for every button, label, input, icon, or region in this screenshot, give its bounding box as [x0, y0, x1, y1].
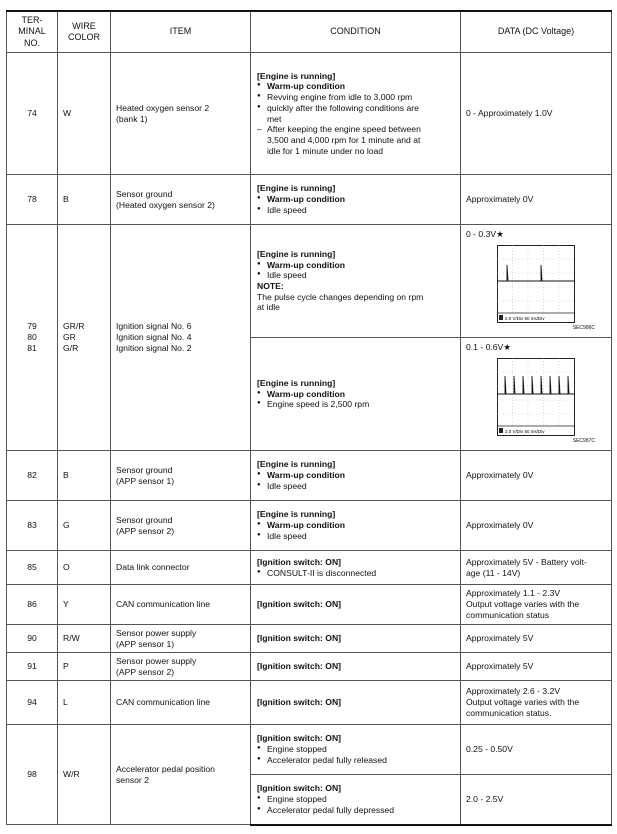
- condition-text: [Ignition switch: ON] ● Engine stopped ● Accelerator pedal fully depressed: [251, 775, 461, 825]
- data-value: Approximately 0V: [461, 501, 612, 551]
- table-row: [7, 585, 612, 625]
- header-data: DATA (DC Voltage): [461, 11, 612, 53]
- table-row: [7, 451, 612, 501]
- table-row: [7, 653, 612, 681]
- item-text: Sensor ground (Heated oxygen sensor 2): [111, 175, 251, 225]
- data-value: 0 - Approximately 1.0V: [461, 53, 612, 175]
- header-wire-color: WIRE COLOR: [58, 11, 111, 53]
- condition-text: [Engine is running] ● Warm-up condition ● Idle speed: [251, 451, 461, 501]
- terminal-no: 91: [7, 653, 58, 681]
- terminal-no: 79 80 81: [7, 225, 58, 451]
- table-row: [7, 175, 612, 225]
- table-row: [7, 501, 612, 551]
- condition-text: [Ignition switch: ON] ● Engine stopped ● Accelerator pedal fully released: [251, 725, 461, 775]
- wire-color: W: [58, 53, 111, 175]
- header-item: ITEM: [111, 11, 251, 53]
- wire-color: B: [58, 451, 111, 501]
- wire-color: L: [58, 681, 111, 725]
- condition-text: [Ignition switch: ON]: [251, 653, 461, 681]
- header-condition: CONDITION: [251, 11, 461, 53]
- oscilloscope-waveform-2500rpm: [497, 358, 575, 436]
- table-row: [7, 53, 612, 175]
- item-text: CAN communication line: [111, 681, 251, 725]
- table-row: [7, 551, 612, 585]
- header-terminal-no: TER- MINAL NO.: [7, 11, 58, 53]
- terminal-data-table: [6, 10, 612, 826]
- condition-text: [Engine is running] ● Warm-up condition ● Idle speed: [251, 501, 461, 551]
- terminal-no: 86: [7, 585, 58, 625]
- terminal-no: 74: [7, 53, 58, 175]
- data-value: Approximately 5V: [461, 625, 612, 653]
- table-row: [7, 681, 612, 725]
- wire-color: GR/R GR G/R: [58, 225, 111, 451]
- item-text: Ignition signal No. 6 Ignition signal No. 4 Ignition signal No. 2: [111, 225, 251, 451]
- condition-text: [Ignition switch: ON]: [251, 681, 461, 725]
- wire-color: G: [58, 501, 111, 551]
- terminal-no: 94: [7, 681, 58, 725]
- terminal-no: 85: [7, 551, 58, 585]
- data-value: Approximately 0V: [461, 175, 612, 225]
- figure-code: SEC986C: [572, 324, 595, 331]
- data-value: Approximately 2.6 - 3.2V Output voltage varies with the communication status.: [461, 681, 612, 725]
- wire-color: W/R: [58, 725, 111, 825]
- table-row: [7, 225, 612, 338]
- item-text: Sensor power supply (APP sensor 2): [111, 653, 251, 681]
- table-header-row: [7, 11, 612, 53]
- condition-text: [Ignition switch: ON]: [251, 585, 461, 625]
- data-value: 0.25 - 0.50V: [461, 725, 612, 775]
- wire-color: P: [58, 653, 111, 681]
- item-text: Accelerator pedal position sensor 2: [111, 725, 251, 825]
- waveform-cell: [461, 225, 612, 338]
- item-text: Sensor ground (APP sensor 1): [111, 451, 251, 501]
- wire-color: Y: [58, 585, 111, 625]
- table-row: [7, 725, 612, 775]
- oscilloscope-waveform-idle: [497, 245, 575, 323]
- item-text: Heated oxygen sensor 2 (bank 1): [111, 53, 251, 175]
- item-text: Sensor power supply (APP sensor 1): [111, 625, 251, 653]
- data-value: Approximately 0V: [461, 451, 612, 501]
- scope-setting: 2.0 V/Div 50 ms/Div: [505, 316, 545, 321]
- terminal-no: 90: [7, 625, 58, 653]
- terminal-no: 78: [7, 175, 58, 225]
- item-text: Sensor ground (APP sensor 2): [111, 501, 251, 551]
- condition-text: [Ignition switch: ON]: [251, 625, 461, 653]
- data-value: Approximately 1.1 - 2.3V Output voltage varies with the communication status: [461, 585, 612, 625]
- condition-text: [Ignition switch: ON] ● CONSULT-II is disconnected: [251, 551, 461, 585]
- item-text: CAN communication line: [111, 585, 251, 625]
- data-value: 0.1 - 0.6V★: [466, 342, 511, 352]
- figure-code: SEC987C: [572, 437, 595, 444]
- terminal-no: 82: [7, 451, 58, 501]
- data-value: 2.0 - 2.5V: [461, 775, 612, 825]
- scope-setting: 2.0 V/Div 50 ms/Div: [505, 429, 545, 434]
- waveform-cell: [461, 338, 612, 451]
- condition-text: [Engine is running] ● Warm-up condition ● Engine speed is 2,500 rpm: [251, 338, 461, 451]
- wire-color: O: [58, 551, 111, 585]
- wire-color: R/W: [58, 625, 111, 653]
- table-row: [7, 625, 612, 653]
- condition-text: [Engine is running] ● Warm-up condition ● Idle speed: [251, 175, 461, 225]
- data-value: Approximately 5V: [461, 653, 612, 681]
- terminal-no: 83: [7, 501, 58, 551]
- item-text: Data link connector: [111, 551, 251, 585]
- data-value: Approximately 5V - Battery volt- age (11 - 14V): [461, 551, 612, 585]
- data-value: 0 - 0.3V★: [466, 229, 504, 239]
- condition-text: [Engine is running] ● Warm-up condition ● Idle speed NOTE: The pulse cycle changes depending on rpm at idle: [251, 225, 461, 338]
- terminal-no: 98: [7, 725, 58, 825]
- condition-text: [Engine is running] ● Warm-up condition ● Revving engine from idle to 3,000 rpm ● quickly after the following conditions are met – After keeping the engine speed between 3,500 and 4,000 rpm for 1 minute and at idle for 1 minute under no load: [251, 53, 461, 175]
- wire-color: B: [58, 175, 111, 225]
